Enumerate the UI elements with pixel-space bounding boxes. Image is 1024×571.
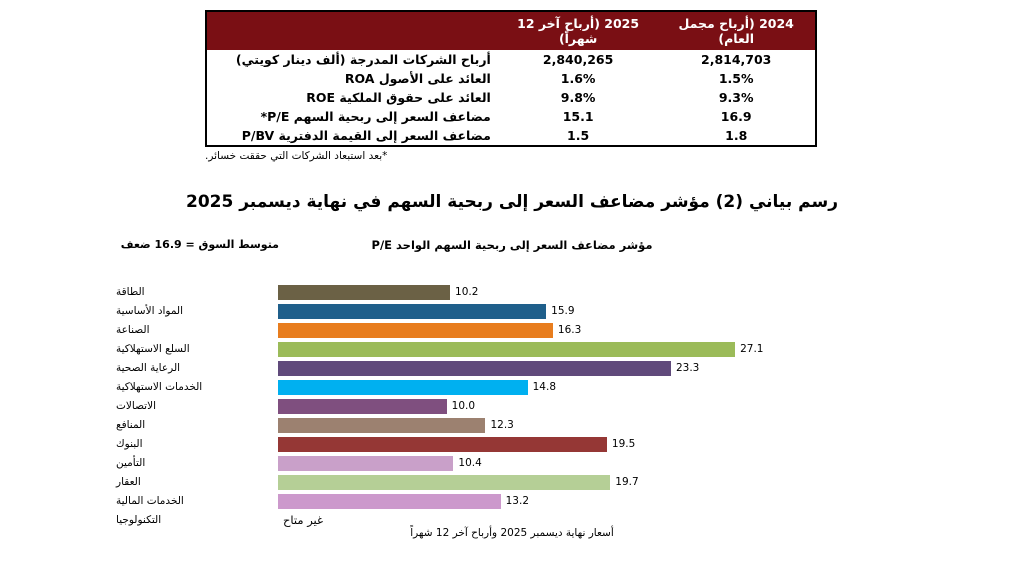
table-footnote: *بعد استبعاد الشركات التي حققت خسائر. bbox=[205, 150, 388, 162]
bar-value-label: 23.3 bbox=[675, 362, 700, 374]
cell-2024: 1.5% bbox=[718, 71, 754, 86]
bar-row bbox=[0, 494, 1024, 512]
bar-row bbox=[0, 323, 1024, 341]
bar-row bbox=[0, 475, 1024, 493]
bar bbox=[278, 323, 553, 338]
chart-subtitle-row bbox=[0, 238, 1024, 258]
bar bbox=[278, 361, 671, 376]
bar-value-label: 10.2 bbox=[455, 286, 479, 298]
bar-value-label: 19.5 bbox=[611, 438, 636, 450]
bar-value-label: 14.8 bbox=[532, 381, 557, 393]
bar-category-label: الخدمات الاستهلاكية bbox=[116, 381, 203, 393]
summary-table bbox=[205, 10, 817, 147]
table-row bbox=[206, 126, 816, 146]
cell-2024: 9.3% bbox=[718, 90, 754, 105]
cell-2025: 1.5 bbox=[567, 128, 590, 143]
table-row bbox=[206, 50, 816, 69]
bar-track bbox=[278, 513, 1024, 528]
bar-value-label: 10.4 bbox=[458, 457, 482, 469]
table-header-2024: 2024 (أرباح مجمل العام) bbox=[657, 11, 816, 50]
bar bbox=[278, 475, 610, 490]
bar bbox=[278, 342, 735, 357]
bar bbox=[278, 418, 485, 433]
bar-row bbox=[0, 437, 1024, 455]
bar bbox=[278, 437, 607, 452]
chart-axis-title: مؤشر مضاعف السعر إلى ربحية السهم الواحد P/E bbox=[371, 238, 653, 252]
bar-category-label: الطاقة bbox=[116, 286, 145, 298]
table-header-label bbox=[206, 11, 499, 50]
bar-category-label: الصناعة bbox=[116, 324, 150, 336]
table-row bbox=[206, 69, 816, 88]
bar-track bbox=[278, 380, 1024, 395]
bar-row bbox=[0, 361, 1024, 379]
bar-track bbox=[278, 399, 1024, 414]
bar-category-label: المواد الأساسية bbox=[116, 305, 184, 317]
summary-table-container bbox=[205, 10, 817, 147]
bar bbox=[278, 456, 453, 471]
bar-value-not-available: غير متاح bbox=[283, 513, 324, 527]
bar-value-label: 27.1 bbox=[740, 343, 764, 355]
table-header-2025: 2025 (أرباح آخر 12 شهراً) bbox=[499, 11, 658, 50]
row-label: العائد على حقوق الملكية ROE bbox=[306, 90, 491, 105]
bar-value-label: 16.3 bbox=[557, 324, 582, 336]
bar-chart bbox=[0, 285, 1024, 527]
bar-row bbox=[0, 285, 1024, 303]
bar-value-label: 13.2 bbox=[505, 495, 530, 507]
bar-row bbox=[0, 342, 1024, 360]
row-label: أرباح الشركات المدرجة (ألف دينار كويتي) bbox=[235, 52, 491, 67]
bar-category-label: الاتصالات bbox=[116, 400, 157, 412]
bar-track bbox=[278, 494, 1024, 509]
bar-track bbox=[278, 418, 1024, 433]
bar-value-label: 19.7 bbox=[615, 476, 639, 488]
bar bbox=[278, 304, 546, 319]
bar-category-label: البنوك bbox=[116, 438, 143, 450]
bar-row bbox=[0, 304, 1024, 322]
bar-track bbox=[278, 323, 1024, 338]
bar-track bbox=[278, 437, 1024, 452]
bar-track bbox=[278, 475, 1024, 490]
bar bbox=[278, 285, 450, 300]
bar-row bbox=[0, 456, 1024, 474]
cell-2024: 16.9 bbox=[720, 109, 752, 124]
row-label: مضاعف السعر إلى القيمة الدفترية P/BV bbox=[241, 128, 491, 143]
table-row bbox=[206, 107, 816, 126]
chart-title: رسم بياني (2) مؤشر مضاعف السعر إلى ربحية السهم في نهاية ديسمبر 2025 bbox=[185, 192, 838, 212]
cell-2024: 1.8 bbox=[725, 128, 748, 143]
bar-category-label: التأمين bbox=[116, 457, 146, 469]
bar-category-label: الخدمات المالية bbox=[116, 495, 184, 507]
cell-2025: 15.1 bbox=[562, 109, 594, 124]
table-row bbox=[206, 88, 816, 107]
chart-footnote: أسعار نهاية ديسمبر 2025 وأرباح آخر 12 شهراً bbox=[410, 527, 614, 539]
bar-row bbox=[0, 380, 1024, 398]
bar-value-label: 15.9 bbox=[551, 305, 575, 317]
cell-2024: 2,814,703 bbox=[701, 52, 772, 67]
bar-track bbox=[278, 304, 1024, 319]
bar-category-label: السلع الاستهلاكية bbox=[116, 343, 190, 355]
bar-category-label: العقار bbox=[116, 476, 141, 488]
bar-value-label: 10.0 bbox=[451, 400, 476, 412]
bar-value-label: 12.3 bbox=[490, 419, 514, 431]
bar-category-label: الرعاية الصحية bbox=[116, 362, 181, 374]
bar-row bbox=[0, 399, 1024, 417]
bar-track bbox=[278, 456, 1024, 471]
cell-2025: 2,840,265 bbox=[542, 52, 614, 67]
bar-track bbox=[278, 342, 1024, 357]
row-label: مضاعف السعر إلى ربحية السهم P/E* bbox=[260, 109, 491, 124]
cell-2025: 9.8% bbox=[560, 90, 596, 105]
table-header-row bbox=[206, 11, 816, 50]
row-label: العائد على الأصول ROA bbox=[344, 71, 491, 86]
bar-category-label: التكنولوجيا bbox=[116, 514, 162, 526]
bar-row bbox=[0, 418, 1024, 436]
bar bbox=[278, 380, 528, 395]
cell-2025: 1.6% bbox=[560, 71, 596, 86]
bar bbox=[278, 494, 501, 509]
bar-track bbox=[278, 285, 1024, 300]
bar-category-label: المنافع bbox=[116, 419, 146, 431]
market-average-annotation: متوسط السوق = 16.9 ضعف bbox=[120, 238, 279, 251]
bar-track bbox=[278, 361, 1024, 376]
bar bbox=[278, 399, 447, 414]
